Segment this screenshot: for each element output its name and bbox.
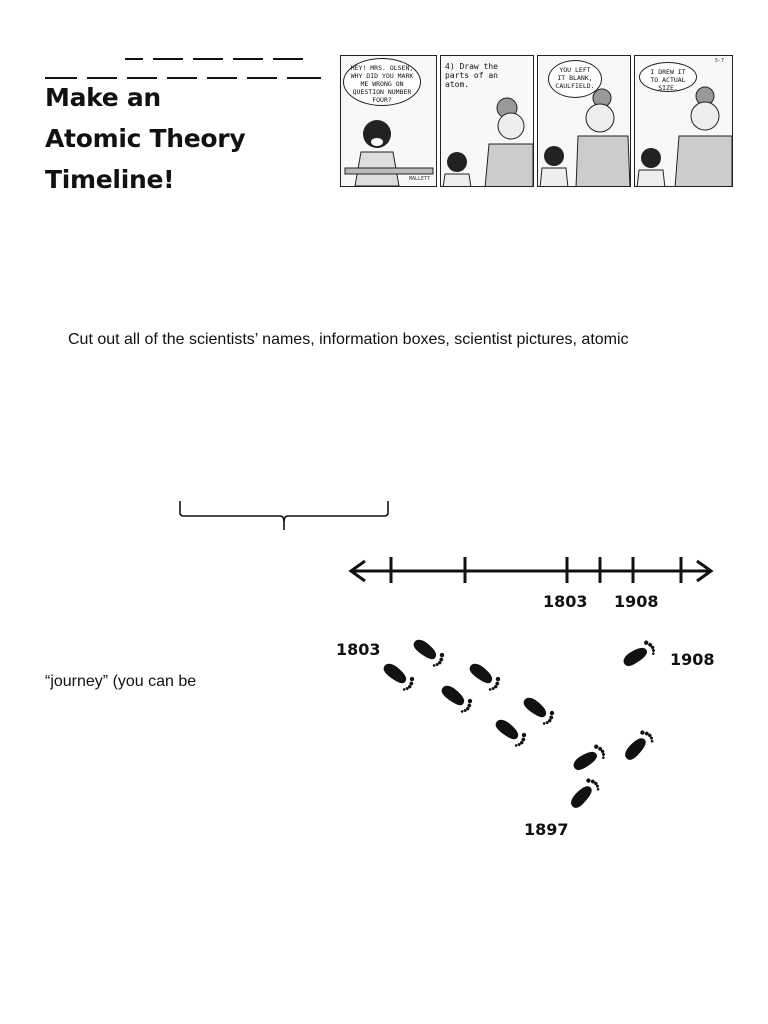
footprint-icon [379,660,416,693]
footprint-icon [620,639,657,672]
student-drawing [341,56,437,187]
page-title-line-1: Make an [45,83,161,112]
bracket-icon [176,498,392,532]
comic-signature: MALLETT [409,176,431,182]
panel-2-caption: 4) Draw the parts of an atom. [445,62,498,89]
timeline-label-1803: 1803 [543,592,588,611]
speech-bubble-1: HEY! MRS. OLSEN, WHY DID YOU MARK ME WRONG ON QUESTION NUMBER FOUR? [343,58,421,106]
page-title-line-3: Timeline! [45,165,175,194]
footprint-icon [570,743,607,776]
footprint-icon [519,694,556,727]
comic-strip [340,55,733,189]
timeline-arrow [345,550,719,592]
comic-panel-3 [537,55,631,187]
footprint-label-end: 1908 [670,650,715,669]
journey-text: “journey” (you can be [45,673,197,690]
footprint-icon [621,728,656,765]
final-panel-drawing [635,56,733,187]
teacher-drawing [441,56,534,187]
page-mark: 5-7 [715,58,725,64]
comic-panel-2 [440,55,534,187]
footprint-icon [437,682,474,715]
page-title-line-2: Atomic Theory [45,124,246,153]
footprint-icon [491,716,528,749]
comic-panel-1 [340,55,437,187]
speech-bubble-3: YOU LEFT IT BLANK, CAULFIELD. [548,60,602,98]
teacher-student-drawing [538,56,631,187]
speech-bubble-4: I DREW IT TO ACTUAL SIZE. [639,62,697,92]
footprint-icon [409,636,446,669]
instructions-text: Cut out all of the scientists’ names, information boxes, scientist pictures, atomic [68,331,629,348]
comic-panel-4 [634,55,733,187]
footprint-label-start: 1803 [336,640,381,659]
timeline-label-1908: 1908 [614,592,659,611]
footprints-path [370,630,670,820]
footprint-label-mid: 1897 [524,820,569,839]
footprint-icon [465,660,502,693]
footprint-icon [567,776,602,813]
